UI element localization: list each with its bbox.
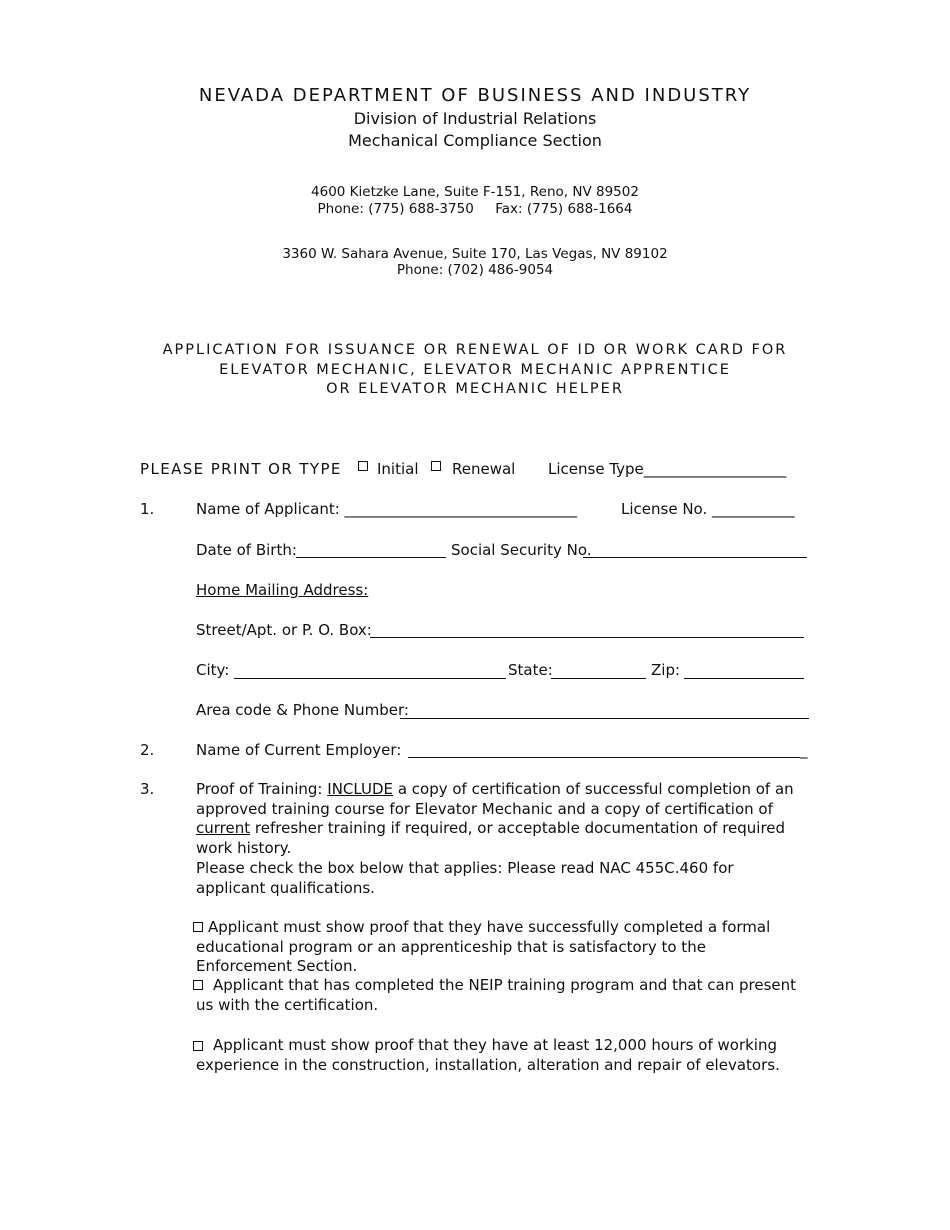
division-name: Division of Industrial Relations	[353, 109, 597, 128]
street-input[interactable]	[370, 637, 804, 638]
license-type-field[interactable]: License Type___________________	[548, 460, 787, 478]
state-label: State:	[508, 661, 553, 679]
option-3-text: Applicant must show proof that they have at least 12,000 hours of working experience in the construction, installation, alteration and repair of elevators.	[196, 1036, 780, 1074]
phone-input[interactable]	[400, 718, 809, 719]
ssn-input[interactable]	[583, 557, 807, 558]
employer-label: Name of Current Employer:	[196, 741, 402, 759]
checkbox-icon	[358, 461, 368, 471]
item-3-number: 3.	[140, 780, 155, 798]
training-include: INCLUDE	[327, 780, 394, 798]
reno-phone: Phone: (775) 688-3750	[317, 201, 474, 217]
department-name: NEVADA DEPARTMENT OF BUSINESS AND INDUSTRY	[198, 85, 752, 106]
proof-of-training-paragraph	[196, 780, 796, 858]
lv-address: 3360 W. Sahara Avenue, Suite 170, Las Vegas, NV 89102	[282, 246, 668, 262]
print-or-type-label: PLEASE PRINT OR TYPE	[140, 460, 342, 478]
date-of-birth-label: Date of Birth:	[196, 541, 297, 559]
item-1-number: 1.	[140, 500, 155, 518]
applicant-name-field[interactable]: Name of Applicant: _______________________________	[196, 500, 578, 518]
training-text-a: a copy of certification of successful completion of an approved training course for Elevator Mechanic and a copy of certification of	[196, 780, 794, 818]
item-2-number: 2.	[140, 741, 155, 759]
home-mailing-address-heading: Home Mailing Address:	[196, 581, 369, 599]
checkbox-icon	[431, 461, 441, 471]
reno-fax: Fax: (775) 688-1664	[495, 201, 633, 217]
option-2-text: Applicant that has completed the NEIP training program and that can present us with the certification.	[196, 976, 797, 1014]
training-text-b: refresher training if required, or acceptable documentation of required work history.	[196, 819, 786, 857]
renewal-checkbox[interactable]	[431, 457, 441, 475]
option-1-text: Applicant must show proof that they have successfully completed a formal educational program or an apprenticeship that is satisfactory to the Enforcement Section.	[196, 918, 771, 975]
check-instruction: Please check the box below that applies: Please read NAC 455C.460 for applicant qualifications.	[196, 859, 734, 897]
ssn-label: Social Security No.	[451, 541, 592, 559]
street-label: Street/Apt. or P. O. Box:	[196, 621, 372, 639]
zip-input[interactable]	[684, 678, 804, 679]
form-title-line-1: APPLICATION FOR ISSUANCE OR RENEWAL OF ID OR WORK CARD FOR	[162, 342, 788, 358]
initial-label: Initial	[377, 460, 419, 478]
renewal-label: Renewal	[452, 460, 516, 478]
lv-phone: Phone: (702) 486-9054	[396, 262, 554, 278]
state-input[interactable]	[551, 678, 646, 679]
reno-address: 4600 Kietzke Lane, Suite F-151, Reno, NV 89502	[311, 184, 639, 200]
zip-label: Zip:	[651, 661, 681, 679]
form-title-line-3: OR ELEVATOR MECHANIC HELPER	[326, 381, 624, 397]
initial-checkbox[interactable]	[358, 457, 368, 475]
city-input[interactable]	[234, 678, 506, 679]
city-label: City:	[196, 661, 230, 679]
employer-trailing-mark: _	[800, 741, 808, 759]
reno-contact	[0, 201, 950, 217]
section-name: Mechanical Compliance Section	[348, 131, 602, 150]
date-of-birth-input[interactable]	[296, 557, 446, 558]
form-title-line-2: ELEVATOR MECHANIC, ELEVATOR MECHANIC APPRENTICE	[219, 362, 731, 378]
license-number-field[interactable]: License No. ___________	[621, 500, 795, 518]
phone-label: Area code & Phone Number:	[196, 701, 409, 719]
training-current: current	[196, 819, 251, 837]
training-label: Proof of Training:	[196, 780, 323, 798]
employer-input[interactable]	[408, 757, 800, 758]
